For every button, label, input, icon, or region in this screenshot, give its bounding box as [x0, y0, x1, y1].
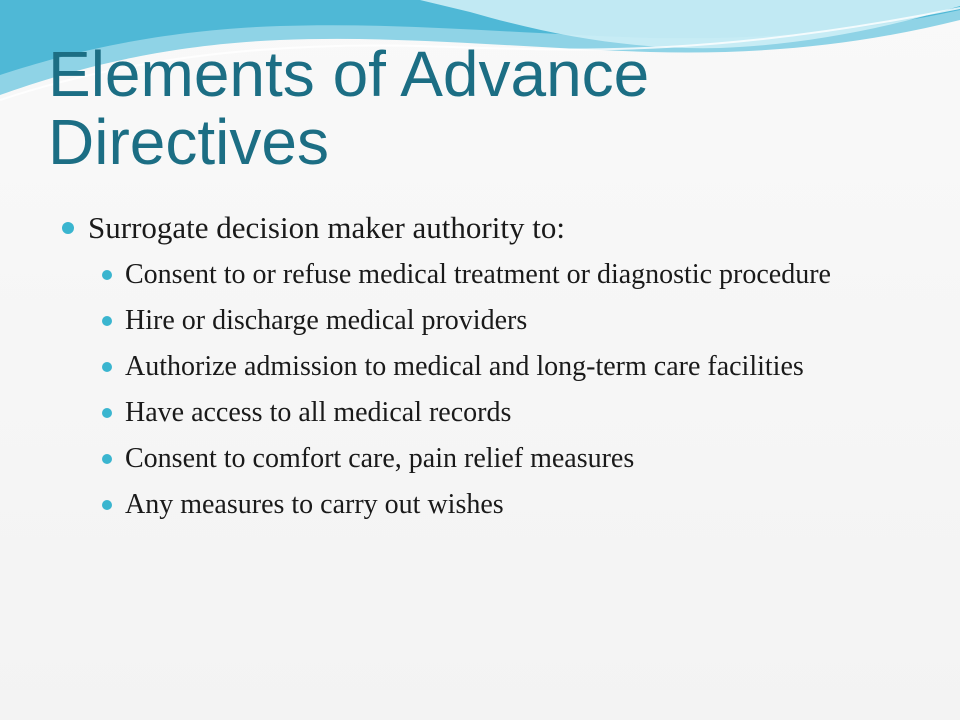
bullet-dot-icon — [62, 222, 74, 234]
bullet-dot-icon — [102, 454, 112, 464]
sub-bullet-text: Any measures to carry out wishes — [125, 489, 504, 520]
slide-content — [60, 208, 920, 532]
sub-bullet-text: Authorize admission to medical and long-term care facilities — [125, 351, 804, 382]
sub-bullet-item — [98, 302, 920, 340]
sub-bullet-list — [60, 256, 920, 524]
sub-bullet-text: Hire or discharge medical providers — [125, 305, 528, 336]
sub-bullet-item — [98, 440, 920, 478]
slide-title: Elements of Advance Directives — [48, 38, 650, 178]
sub-bullet-text: Have access to all medical records — [125, 397, 512, 428]
sub-bullet-text: Consent to or refuse medical treatment or diagnostic procedure — [125, 259, 831, 290]
bullet-dot-icon — [102, 500, 112, 510]
bullet-dot-icon — [102, 316, 112, 326]
sub-bullet-item — [98, 394, 920, 432]
sub-bullet-text: Consent to comfort care, pain relief measures — [125, 443, 635, 474]
main-bullet-text: Surrogate decision maker authority to: — [88, 210, 565, 245]
sub-bullet-item — [98, 256, 920, 294]
bullet-dot-icon — [102, 270, 112, 280]
main-bullet — [60, 208, 920, 248]
bullet-dot-icon — [102, 362, 112, 372]
sub-bullet-item — [98, 486, 920, 524]
bullet-dot-icon — [102, 408, 112, 418]
sub-bullet-item — [98, 348, 920, 386]
